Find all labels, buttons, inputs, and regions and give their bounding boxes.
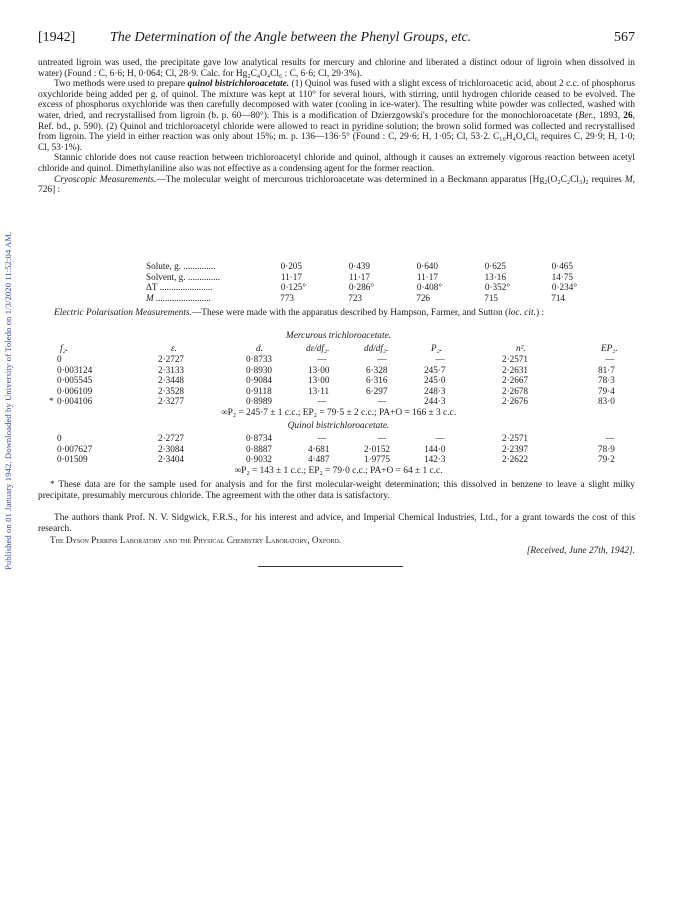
- cell: —: [377, 433, 387, 443]
- cell: 2·2631: [502, 364, 529, 375]
- cell: 2·2571: [502, 354, 529, 364]
- cell: 0·352°: [484, 282, 510, 292]
- body-text-top: [38, 58, 635, 196]
- cell: 2·2667: [502, 375, 529, 385]
- cell: 4·681: [308, 443, 330, 454]
- cell: 78·3: [598, 375, 615, 385]
- cell: 81·7: [598, 364, 615, 375]
- cell: 2·3084: [158, 443, 185, 454]
- column-header: P₂.: [431, 343, 443, 353]
- cell: 248·3: [424, 385, 446, 396]
- download-watermark: [3, 150, 17, 570]
- cell: 6·297: [366, 385, 388, 396]
- paragraph-cryoscopic: Cryoscopic Measurements.—The molecular weight of mercurous trichloroacetate was determined in a Beckmann apparatus [Hg₂(O₂C₂Cl₃)₂ requires M, 726] :: [38, 174, 636, 196]
- column-header: EP₂.: [601, 343, 618, 353]
- cell: 2·2622: [502, 454, 529, 464]
- page-number: 567: [614, 30, 635, 45]
- cell: 2·2678: [502, 385, 529, 396]
- cell: 83·0: [598, 396, 615, 406]
- cell: 0·625: [484, 261, 506, 271]
- cell: 6·328: [366, 364, 388, 375]
- paragraph-stannic: Stannic chloride does not cause reaction between trichloroacetyl chloride and quinol, although it causes an extremely vigorous reaction between acetyl chloride and quinol. Dimethylaniline also was not effective as a condensing agent for the former reaction.: [38, 153, 635, 174]
- acknowledgement: The authors thank Prof. N. V. Sidgwick, F.R.S., for his interest and advice, and Imperial Chemical Industries, Ltd., for a grant towards the cost of this research.: [38, 513, 635, 534]
- cell: 0·465: [551, 261, 573, 271]
- column-header: ε.: [171, 343, 177, 353]
- cell: 2·0152: [364, 443, 391, 454]
- body-text-electric: [38, 308, 635, 319]
- cell: 0·004106: [57, 396, 93, 406]
- row-label: M ........................: [146, 292, 212, 303]
- cell: 0·9032: [246, 454, 273, 464]
- cell: 0·205: [280, 261, 302, 271]
- cell: 78·9: [598, 443, 615, 454]
- cell: 2·2397: [502, 443, 529, 454]
- paragraph-preparation: Two methods were used to prepare quinol bistrichloroacetate. (1) Quinol was fused with a slight excess of trichloroacetic acid, about 2 c.c. of phosphorus oxychloride being added per g. of quinol. The mixture was kept at 110° for several hours, with stirring, until hydrogen chloride ceased to be evolved. The excess of phosphorus oxychloride was then carefully decomposed with water (cooling in ice-water). The resulting white powder was collected, washed with water, dried, and recrystallised from ligroin (b. p. 60—80°). This is a modification of Dzierzgowski's procedure for the monochloroacetate (Ber., 1893, 26, Ref. bd., p. 590). (2) Quinol and trichloroacetyl chloride were allowed to react in pyridine solution; the brown solid formed was collected and recrystallised from ligroin. The yield in either reaction was only about 15%; m. p. 136—136·5° (Found : C, 29·6; H, 1·05; Cl, 53·2. C₁₀H₄O₄Cl₆ requires C, 29·9; H, 1·0; Cl, 53·1%).: [38, 79, 635, 153]
- cell: 13·16: [484, 271, 506, 282]
- cell: 773: [280, 292, 294, 303]
- paragraph-electric: Electric Polarisation Measurements.—These were made with the apparatus described by Hampson, Farmer, and Sutton (loc. cit.) :: [54, 308, 545, 318]
- cell: 2·3277: [158, 396, 185, 406]
- cell: 11·17: [348, 271, 370, 282]
- cell: 14·75: [551, 271, 573, 282]
- cell: 0·003124: [57, 364, 93, 375]
- cell: 13·11: [308, 385, 330, 396]
- cell: 11·17: [416, 271, 438, 282]
- cell: —: [435, 433, 445, 443]
- cell: 714: [551, 292, 565, 303]
- cell: 0·8887: [246, 443, 273, 454]
- cell: 4·487: [308, 454, 330, 464]
- cell: —: [605, 354, 615, 364]
- footnote-block: [38, 480, 635, 501]
- cell: 0·005545: [57, 375, 93, 385]
- column-header: dε/df₂.: [306, 343, 330, 353]
- cell: 2·2571: [502, 433, 529, 443]
- summary-quinol: ∞P₂ = 143 ± 1 c.c.; EP₂ = 79·0 c.c.; PA+O = 64 ± 1 c.c.: [234, 466, 443, 476]
- row-label: ΔT .......................: [146, 282, 213, 292]
- table-caption-mercurous: Mercurous trichloroacetate.: [285, 331, 392, 341]
- cell: 79·2: [598, 454, 615, 464]
- row-label: Solute, g. ..............: [146, 261, 216, 271]
- cell: 2·2727: [158, 354, 185, 364]
- footnote: * These data are for the sample used for analysis and for the first molecular-weight determination; this dissolved in benzene to leave a slight milky precipitate, presumably mercurous chloride. The agreement with the other data is satisfactory.: [38, 480, 635, 501]
- laboratory: The Dyson Perrins Laboratory and the Physical Chemistry Laboratory, Oxford.: [50, 535, 342, 545]
- cell: 0: [57, 433, 62, 443]
- year-code: [1942]: [38, 30, 76, 45]
- cell: —: [435, 354, 445, 364]
- cell: 13·00: [308, 364, 330, 375]
- cell: 245·0: [424, 375, 446, 385]
- received-block: [38, 546, 635, 557]
- cell: 142·3: [424, 454, 446, 464]
- cell: 0·9084: [246, 375, 273, 385]
- cell: —: [377, 354, 387, 364]
- cell: 0: [57, 354, 62, 364]
- cell: 2·3133: [158, 364, 185, 375]
- acknowledgement-block: [38, 513, 635, 534]
- download-note[interactable]: Published on 01 January 1942. Downloaded by University of Toledo on 1/3/2020 11:52:04 AM.: [3, 231, 13, 570]
- column-header: n².: [516, 343, 526, 353]
- cell: 0·125°: [280, 282, 306, 292]
- cell: 1·9775: [364, 454, 391, 464]
- cell: 244·3: [424, 396, 446, 406]
- cell: 0·439: [348, 261, 370, 271]
- cell: 79·4: [598, 385, 615, 396]
- laboratory-block: [38, 535, 635, 546]
- cell: 0·8733: [246, 354, 273, 364]
- cell: 144·0: [424, 443, 446, 454]
- row-label: Solvent, g. ..............: [146, 271, 221, 282]
- cell: 2·2676: [502, 396, 529, 406]
- cell: 723: [348, 292, 362, 303]
- cell: 2·3528: [158, 385, 185, 396]
- summary-mercurous: ∞P₂ = 245·7 ± 1 c.c.; EP₂ = 79·5 ± 2 c.c.; PA+O = 166 ± 3 c.c.: [220, 408, 457, 418]
- cell: 0·640: [416, 261, 438, 271]
- table-caption-quinol: Quinol bistrichloroacetate.: [287, 421, 390, 431]
- cell: 0·9118: [246, 385, 272, 396]
- cell: 0·408°: [416, 282, 442, 292]
- cell: 715: [484, 292, 498, 303]
- running-header: [38, 30, 635, 52]
- paragraph-analysis: untreated ligroin was used, the precipitate gave low analytical results for mercury and chlorine and liberated a distinct odour of ligroin when dissolved in water) (Found : C, 6·6; H, 0·064; Cl, 28·9. Calc. for Hg₂C₄O₄Cl₆ : C, 6·6; Cl, 29·3%).: [38, 58, 635, 79]
- cell: 0·006109: [57, 385, 93, 396]
- cell: 2·3448: [158, 375, 185, 385]
- row-mark: *: [49, 396, 54, 406]
- cell: —: [317, 433, 327, 443]
- cell: 0·01509: [57, 454, 88, 464]
- column-header: d.: [256, 343, 263, 353]
- cell: 2·3404: [158, 454, 185, 464]
- column-header: f₂.: [60, 343, 69, 353]
- cell: —: [317, 396, 327, 406]
- cell: —: [605, 433, 615, 443]
- column-header: dd/df₂.: [364, 343, 389, 353]
- cell: 13·00: [308, 375, 330, 385]
- cell: 0·8734: [246, 433, 273, 443]
- cell: 0·234°: [551, 282, 577, 292]
- received-date: [Received, June 27th, 1942].: [526, 546, 635, 556]
- cell: 0·007627: [57, 443, 93, 454]
- cell: 245·7: [424, 364, 446, 375]
- cell: 6·316: [366, 375, 388, 385]
- cell: 726: [416, 292, 430, 303]
- cell: —: [377, 396, 387, 406]
- cell: 0·8989: [246, 396, 273, 406]
- cell: 0·286°: [348, 282, 374, 292]
- end-rule: [258, 566, 403, 567]
- cell: 0·8930: [246, 364, 273, 375]
- cell: 11·17: [280, 271, 302, 282]
- cell: —: [317, 354, 327, 364]
- running-title: The Determination of the Angle between the Phenyl Groups, etc.: [110, 30, 472, 45]
- cell: 2·2727: [158, 433, 185, 443]
